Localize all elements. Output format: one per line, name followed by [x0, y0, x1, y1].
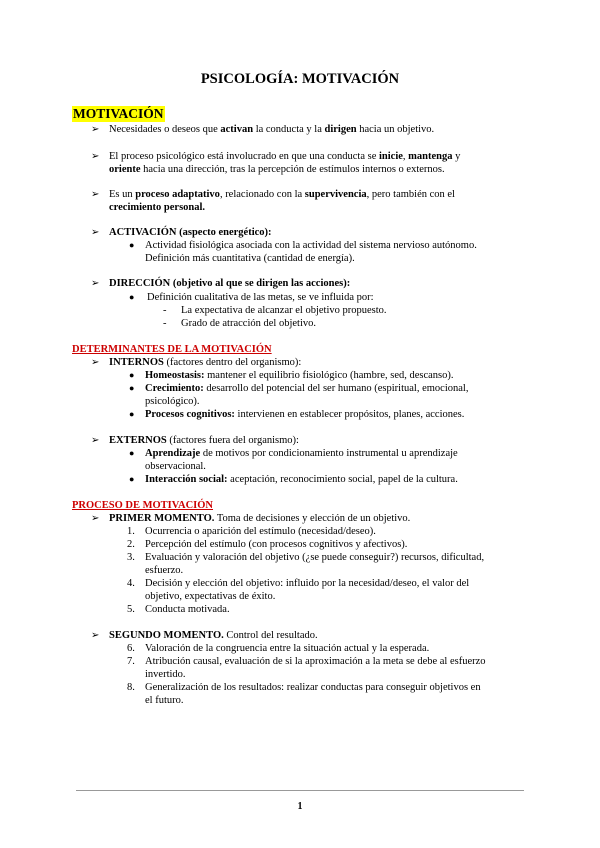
internos-heading: INTERNOS (factores dentro del organismo): — [109, 357, 302, 368]
arrow-bullet-icon: ➢ — [91, 278, 100, 289]
list-item: Percepción del estímulo (con procesos cognitivos y afectivos). — [145, 539, 408, 550]
list-number: 5. — [127, 604, 135, 615]
page-title: PSICOLOGÍA: MOTIVACIÓN — [200, 71, 400, 87]
list-item: Valoración de la congruencia entre la situación actual y la esperada. — [145, 643, 430, 654]
segundo-momento-heading: SEGUNDO MOMENTO. Control del resultado. — [109, 630, 318, 641]
proceso-psicologico-line2: oriente hacia una dirección, tras la percepción de estímulos internos o externos. — [109, 164, 445, 175]
bullet-icon: ● — [129, 383, 135, 393]
bullet-icon: ● — [129, 474, 135, 484]
proceso-adaptativo-line2: crecimiento personal. — [109, 202, 206, 213]
bullet-icon: ● — [129, 240, 135, 250]
list-item-continuation: esfuerzo. — [145, 565, 184, 576]
list-number: 2. — [127, 539, 135, 550]
list-number: 7. — [127, 656, 135, 667]
section-heading-proceso: PROCESO DE MOTIVACIÓN — [72, 500, 213, 511]
activacion-item-line2: Definición más cuantitativa (cantidad de energía). — [145, 253, 355, 264]
list-item: Evaluación y valoración del objetivo (¿se puede conseguir?) recursos, dificultad, — [145, 552, 485, 563]
list-item-continuation: el futuro. — [145, 695, 184, 706]
proceso-adaptativo-line1: Es un proceso adaptativo, relacionado con la supervivencia, pero también con el — [109, 189, 455, 200]
bullet-icon: ● — [129, 448, 135, 458]
bullet-icon: ● — [129, 370, 135, 380]
arrow-bullet-icon: ➢ — [91, 630, 100, 641]
externos-aprendizaje-line1: Aprendizaje de motivos por condicionamiento instrumental u aprendizaje — [145, 448, 458, 459]
arrow-bullet-icon: ➢ — [91, 189, 100, 200]
list-item: Ocurrencia o aparición del estímulo (necesidad/deseo). — [145, 526, 376, 537]
internos-homeostasis: Homeostasis: mantener el equilibrio fisiológico (hambre, sed, descanso). — [145, 370, 454, 381]
list-item: Conducta motivada. — [145, 604, 230, 615]
bullet-icon: ● — [129, 292, 135, 302]
activacion-heading: ACTIVACIÓN (aspecto energético): — [109, 227, 272, 238]
list-item: Atribución causal, evaluación de si la aproximación a la meta se debe al esfuerzo — [145, 656, 486, 667]
externos-heading: EXTERNOS (factores fuera del organismo): — [109, 435, 299, 446]
direccion-subitem-1: La expectativa de alcanzar el objetivo propuesto. — [181, 305, 387, 316]
bullet-icon: ● — [129, 409, 135, 419]
footer-divider — [76, 790, 524, 791]
internos-crecimiento-line2: psicológico). — [145, 396, 200, 407]
list-item-continuation: objetivo, expectativas de éxito. — [145, 591, 276, 602]
direccion-item: Definición cualitativa de las metas, se ve influida por: — [147, 292, 374, 303]
arrow-bullet-icon: ➢ — [91, 435, 100, 446]
list-item: Generalización de los resultados: realizar conductas para conseguir objetivos en — [145, 682, 481, 693]
list-number: 6. — [127, 643, 135, 654]
motivacion-definition: Necesidades o deseos que activan la conducta y la dirigen hacia un objetivo. — [109, 124, 435, 135]
proceso-psicologico-line1: El proceso psicológico está involucrado en que una conducta se inicie, mantenga y — [109, 151, 461, 162]
direccion-subitem-2: Grado de atracción del objetivo. — [181, 318, 316, 329]
externos-interaccion-social: Interacción social: aceptación, reconocimiento social, papel de la cultura. — [145, 474, 458, 485]
list-number: 8. — [127, 682, 135, 693]
dash-icon: - — [163, 318, 167, 329]
arrow-bullet-icon: ➢ — [91, 513, 100, 524]
arrow-bullet-icon: ➢ — [91, 124, 100, 135]
list-number: 1. — [127, 526, 135, 537]
list-item: Decisión y elección del objetivo: influido por la necesidad/deseo, el valor del — [145, 578, 470, 589]
internos-procesos-cognitivos: Procesos cognitivos: intervienen en establecer propósitos, planes, acciones. — [145, 409, 465, 420]
list-number: 3. — [127, 552, 135, 563]
arrow-bullet-icon: ➢ — [91, 151, 100, 162]
internos-crecimiento-line1: Crecimiento: desarrollo del potencial del ser humano (espiritual, emocional, — [145, 383, 469, 394]
list-item-continuation: invertido. — [145, 669, 186, 680]
activacion-item-line1: Actividad fisiológica asociada con la actividad del sistema nervioso autónomo. — [145, 240, 477, 251]
page-number: 1 — [297, 801, 303, 812]
arrow-bullet-icon: ➢ — [91, 357, 100, 368]
list-number: 4. — [127, 578, 135, 589]
direccion-heading: DIRECCIÓN (objetivo al que se dirigen las acciones): — [109, 278, 351, 289]
section-heading-motivacion: MOTIVACIÓN — [73, 106, 164, 121]
dash-icon: - — [163, 305, 167, 316]
externos-aprendizaje-line2: observacional. — [145, 461, 206, 472]
arrow-bullet-icon: ➢ — [91, 227, 100, 238]
primer-momento-heading: PRIMER MOMENTO. Toma de decisiones y elección de un objetivo. — [109, 513, 411, 524]
section-heading-determinantes: DETERMINANTES DE LA MOTIVACIÓN — [72, 344, 272, 355]
